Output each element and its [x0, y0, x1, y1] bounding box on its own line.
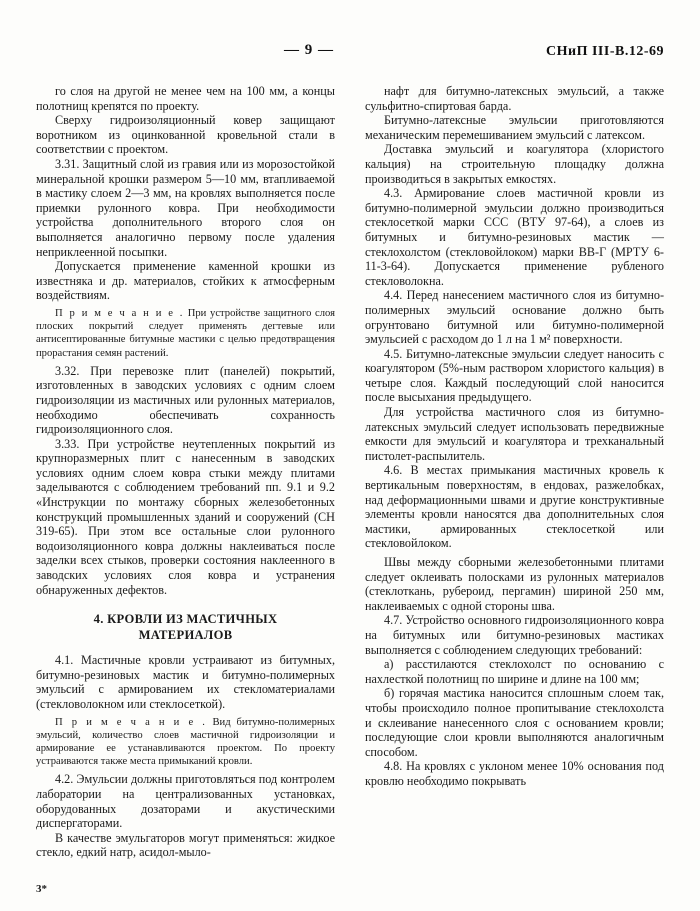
paragraph: 4.4. Перед нанесением мастичного слоя из битумно-полимерных эмульсий основание должно быть огрунтовано битумной или битумно-полимерной эмульсией с расходом до 1 л на 1 м² поверхности.	[365, 288, 664, 347]
paragraph: 3.33. При устройстве неутепленных покрытий из крупноразмерных плит с нанесенным в заводских условиях одним слоем ковра стыки между плитами заделываются с соблюдением требований пп. 9.1 и 9.2 «Инструкции по монтажу сборных железобетонных конструкций промышленных зданий и сооружений (СН 319-65). При этом все остальные слои рулонного водоизоляционного ковра должны наклеиваться после заделки всех стыков, проверки состояния наклеенного в заводских условиях слоя ковра и устранения обнаруженных дефектов.	[36, 436, 335, 597]
right-column	[365, 84, 664, 860]
two-column-body	[36, 84, 664, 860]
paragraph: Битумно-латексные эмульсии приготовляются механическим перемешиванием эмульсий с латексом.	[365, 113, 664, 142]
paragraph: 4.7. Устройство основного гидроизоляционного ковра на битумных или битумно-резиновых мастиках выполняется с соблюдением следующих требований:	[365, 613, 664, 657]
paragraph: В качестве эмульгаторов могут применяться: жидкое стекло, едкий натр, асидол-мыло-	[36, 830, 335, 860]
paragraph: Для устройства мастичного слоя из битумно-латексных эмульсий следует использовать передвижные емкости для эмульсий и коагулятора и трехканальный пистолет-распылитель.	[365, 405, 664, 463]
paragraph: 4.1. Мастичные кровли устраивают из битумных, битумно-резиновых мастик и битумно-полимерных эмульсий с армированием их стекломатериалами (стекловолокном или стеклосеткой).	[36, 653, 335, 711]
document-code: СНиП III-В.12-69	[546, 44, 664, 59]
note-label: П р и м е ч а н и е .	[55, 716, 207, 728]
paragraph: 3.32. При перевозке плит (панелей) покрытий, изготовленных в заводских условиях с одним слоем гидроизоляции из мастичных или рулонных материалов, необходимо обеспечивать сохранность гидроизоляционного слоя.	[36, 363, 335, 437]
paragraph: 3.31. Защитный слой из гравия или из морозостойкой минеральной крошки размером 5—10 мм, втапливаемой в мастику слоем 2—3 мм, на кровлях выполняется после приемки рулонного ковра. При необходимости устройства дополнительного второго слоя он выполняется аналогично первому после удаления неприклеенной посыпки.	[36, 156, 335, 259]
note-text: При устройстве защитного слоя плоских покрытий следует применять дегтевые или антисептированные битумные мастики с целью предотвращения прорастания семян растений.	[36, 307, 336, 359]
note-block	[36, 716, 335, 769]
paragraph: Швы между сборными железобетонными плитами следует оклеивать полосками из рулонных материалов (стеклоткань, рубероид, пергамин) шириной 250 мм, наклеиваемых с одной стороны шва.	[365, 555, 664, 613]
paragraph: Сверху гидроизоляционный ковер защищают воротником из оцинкованной кровельной стали в соответствии с проектом.	[36, 113, 335, 157]
paragraph: б) горячая мастика наносится сплошным слоем так, чтобы происходило полное пропитывание стеклохолста и склеивание нанесенного слоя с основанием кровли; последующие слои кровли выполняются аналогичным способом.	[365, 686, 664, 759]
paragraph: 4.5. Битумно-латексные эмульсии следует наносить с коагулятором (5%-ным раствором хлористого кальция) в четыре слоя. Каждый последующий слой наносится после высыхания предыдущего.	[365, 346, 664, 405]
section-heading-line1: 4. КРОВЛИ ИЗ МАСТИЧНЫХ	[93, 612, 278, 627]
paragraph: 4.3. Армирование слоев мастичной кровли из битумно-полимерной эмульсии должно производиться стеклосеткой марки ССС (ВТУ 97-64), а слоев из битумных и битумно-резиновых мастик — стеклохолстом (стекловойлоком) марки ВВ-Г (МРТУ 6-11-3-64). Допускается применение рубленого стекловолокна.	[365, 186, 664, 288]
page-footer-signature: 3*	[36, 883, 47, 895]
paragraph: нафт для битумно-латексных эмульсий, а также сульфитно-спиртовая барда.	[365, 84, 664, 113]
paragraph: го слоя на другой не менее чем на 100 мм, а концы полотнищ крепятся по проекту.	[36, 84, 335, 113]
paragraph: 4.8. На кровлях с уклоном менее 10% основания под кровлю необходимо покрывать	[365, 759, 664, 788]
note-label: П р и м е ч а н и е .	[55, 307, 185, 319]
paragraph: Допускается применение каменной крошки из известняка и др. материалов, стойких к атмосферным воздействиям.	[36, 259, 335, 303]
paragraph: 4.2. Эмульсии должны приготовляться под контролем лаборатории на централизованных установках, оборудованных дозаторами и акустическими диспергаторами.	[36, 772, 335, 831]
note-block	[36, 307, 335, 360]
note-text: Вид битумно-полимерных эмульсий, количество слоев мастичной гидроизоляции и армирование ее устанавливаются проектом. По проекту устраиваются также места примыканий кровли.	[36, 716, 336, 768]
paragraph: а) расстилаются стеклохолст по основанию с нахлесткой полотнищ по ширине и длине на 100 мм;	[365, 657, 664, 686]
left-column	[36, 84, 335, 860]
paragraph: Доставка эмульсий и коагулятора (хлористого кальция) на строительную площадку должна производиться в закрытых емкостях.	[365, 142, 664, 186]
section-heading	[36, 611, 335, 643]
page-header	[0, 42, 700, 64]
paragraph: 4.6. В местах примыкания мастичных кровель к вертикальным поверхностям, в ендовах, разжелобках, над деформационными швами и другие конструктивные элементы кровли наносятся два дополнительных слоя мастики, армированных стеклосеткой или стекловойлоком.	[365, 463, 664, 551]
page-number: — 9 —	[284, 42, 334, 58]
section-heading-line2: МАТЕРИАЛОВ	[138, 628, 233, 643]
